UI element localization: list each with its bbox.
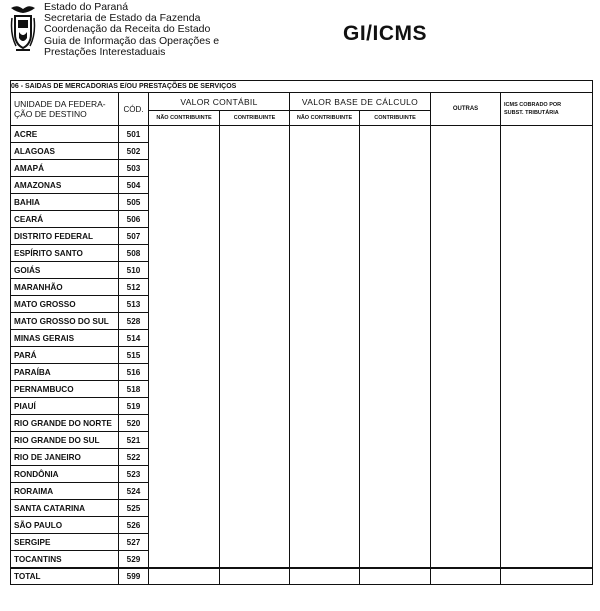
total-vc-contribuinte-cell[interactable] (220, 568, 290, 585)
vc-contribuinte-cell[interactable] (220, 126, 290, 143)
table-row (11, 449, 593, 466)
org-line: Coordenação da Receita do Estado (44, 23, 211, 36)
icms-st-cell[interactable] (501, 313, 593, 330)
vc-nao-contribuinte-cell[interactable] (149, 160, 220, 177)
vb-nao-contribuinte-cell[interactable] (290, 534, 360, 551)
vc-nao-contribuinte-cell[interactable] (149, 432, 220, 449)
state-name: RIO GRANDE DO NORTE (11, 415, 119, 432)
vb-contribuinte-cell[interactable] (360, 551, 431, 569)
form-title: GI/ICMS (343, 22, 428, 45)
vb-contribuinte-cell[interactable] (360, 228, 431, 245)
state-name: CEARÁ (11, 211, 119, 228)
state-code: 510 (119, 262, 149, 279)
outras-cell[interactable] (431, 415, 501, 432)
vb-nao-contribuinte-cell[interactable] (290, 466, 360, 483)
table-row (11, 415, 593, 432)
vb-nao-contribuinte-cell[interactable] (290, 126, 360, 143)
state-name: RORAIMA (11, 483, 119, 500)
vb-nao-contribuinte-cell[interactable] (290, 347, 360, 364)
outras-cell[interactable] (431, 296, 501, 313)
vc-nao-contribuinte-cell[interactable] (149, 126, 220, 143)
table-row (11, 432, 593, 449)
state-name: ALAGOAS (11, 143, 119, 160)
vc-contribuinte-cell[interactable] (220, 449, 290, 466)
outras-cell[interactable] (431, 177, 501, 194)
org-line: Prestações Interestaduais (44, 45, 166, 58)
outras-cell[interactable] (431, 500, 501, 517)
state-code: 528 (119, 313, 149, 330)
state-name: ESPÍRITO SANTO (11, 245, 119, 262)
state-code: 506 (119, 211, 149, 228)
icms-st-cell[interactable] (501, 279, 593, 296)
vc-contribuinte-cell[interactable] (220, 364, 290, 381)
state-name: PARAÍBA (11, 364, 119, 381)
vc-contribuinte-cell[interactable] (220, 347, 290, 364)
icms-st-cell[interactable] (501, 364, 593, 381)
outras-cell[interactable] (431, 347, 501, 364)
vc-contribuinte-cell[interactable] (220, 177, 290, 194)
table-row (11, 364, 593, 381)
vb-contribuinte-cell[interactable] (360, 466, 431, 483)
vb-contribuinte-cell[interactable] (360, 245, 431, 262)
icms-st-cell[interactable] (501, 126, 593, 143)
table-row (11, 551, 593, 569)
vc-contribuinte-cell[interactable] (220, 245, 290, 262)
state-code: 504 (119, 177, 149, 194)
outras-cell[interactable] (431, 279, 501, 296)
col-header-uf-label: UNIDADE DA FEDERA- ÇÃO DE DESTINO (14, 99, 106, 119)
state-code: 516 (119, 364, 149, 381)
state-code: 524 (119, 483, 149, 500)
vc-nao-contribuinte-cell[interactable] (149, 364, 220, 381)
vc-nao-contribuinte-cell[interactable] (149, 449, 220, 466)
state-name: PERNAMBUCO (11, 381, 119, 398)
vb-nao-contribuinte-cell[interactable] (290, 483, 360, 500)
outras-cell[interactable] (431, 330, 501, 347)
vb-nao-contribuinte-cell[interactable] (290, 415, 360, 432)
outgoing-operations-table (10, 80, 593, 585)
outras-cell[interactable] (431, 245, 501, 262)
total-vc-nao-contribuinte-cell[interactable] (149, 568, 220, 585)
vc-contribuinte-cell[interactable] (220, 143, 290, 160)
vc-nao-contribuinte-cell[interactable] (149, 534, 220, 551)
state-name: MATO GROSSO DO SUL (11, 313, 119, 330)
outras-cell[interactable] (431, 160, 501, 177)
vb-nao-contribuinte-cell[interactable] (290, 177, 360, 194)
vb-nao-contribuinte-cell[interactable] (290, 279, 360, 296)
state-name: AMAZONAS (11, 177, 119, 194)
table-row (11, 279, 593, 296)
section-title: 06 - SAIDAS DE MERCADORIAS E/OU PRESTAÇÕES DE SERVIÇOS (11, 81, 593, 93)
vb-nao-contribuinte-cell[interactable] (290, 160, 360, 177)
table-row (11, 500, 593, 517)
outras-cell[interactable] (431, 398, 501, 415)
col-header-vc-contribuinte: CONTRIBUINTE (220, 111, 290, 126)
table-row (11, 245, 593, 262)
vb-nao-contribuinte-cell[interactable] (290, 364, 360, 381)
icms-st-cell[interactable] (501, 483, 593, 500)
state-code: 519 (119, 398, 149, 415)
vc-nao-contribuinte-cell[interactable] (149, 313, 220, 330)
vc-nao-contribuinte-cell[interactable] (149, 177, 220, 194)
state-code: 522 (119, 449, 149, 466)
parana-coat-of-arms-icon (10, 4, 36, 60)
icms-st-cell[interactable] (501, 415, 593, 432)
table-row (11, 177, 593, 194)
org-line: Estado do Paraná (44, 1, 129, 13)
outras-cell[interactable] (431, 126, 501, 143)
vc-nao-contribuinte-cell[interactable] (149, 347, 220, 364)
total-section (11, 568, 593, 585)
state-name: MARANHÃO (11, 279, 119, 296)
total-row (11, 568, 593, 585)
vc-contribuinte-cell[interactable] (220, 466, 290, 483)
col-header-valor-contabil: VALOR CONTÁBIL (149, 93, 290, 111)
table-row (11, 228, 593, 245)
vc-nao-contribuinte-cell[interactable] (149, 279, 220, 296)
state-code: 502 (119, 143, 149, 160)
vb-nao-contribuinte-cell[interactable] (290, 398, 360, 415)
vc-contribuinte-cell[interactable] (220, 483, 290, 500)
outras-cell[interactable] (431, 313, 501, 330)
vb-contribuinte-cell[interactable] (360, 262, 431, 279)
vb-contribuinte-cell[interactable] (360, 415, 431, 432)
table-row (11, 143, 593, 160)
table-row (11, 194, 593, 211)
state-code: 525 (119, 500, 149, 517)
outras-cell[interactable] (431, 228, 501, 245)
vc-nao-contribuinte-cell[interactable] (149, 330, 220, 347)
vc-contribuinte-cell[interactable] (220, 194, 290, 211)
table-row (11, 347, 593, 364)
table-row (11, 398, 593, 415)
vb-nao-contribuinte-cell[interactable] (290, 500, 360, 517)
vb-contribuinte-cell[interactable] (360, 432, 431, 449)
state-code: 514 (119, 330, 149, 347)
vb-nao-contribuinte-cell[interactable] (290, 381, 360, 398)
vc-nao-contribuinte-cell[interactable] (149, 381, 220, 398)
outras-cell[interactable] (431, 211, 501, 228)
vb-contribuinte-cell[interactable] (360, 143, 431, 160)
outras-cell[interactable] (431, 262, 501, 279)
state-name: RIO DE JANEIRO (11, 449, 119, 466)
total-vb-nao-contribuinte-cell[interactable] (290, 568, 360, 585)
vc-contribuinte-cell[interactable] (220, 381, 290, 398)
col-header-icms-label: ICMS COBRADO POR SUBST. TRIBUTÁRIA (504, 102, 562, 116)
state-name: SÃO PAULO (11, 517, 119, 534)
vb-contribuinte-cell[interactable] (360, 279, 431, 296)
issuing-organization (44, 2, 219, 58)
vc-nao-contribuinte-cell[interactable] (149, 398, 220, 415)
icms-st-cell[interactable] (501, 228, 593, 245)
vc-contribuinte-cell[interactable] (220, 228, 290, 245)
org-line: Guia de Informação das Operações e (44, 34, 220, 47)
vc-contribuinte-cell[interactable] (220, 398, 290, 415)
outras-cell[interactable] (431, 517, 501, 534)
table-row (11, 330, 593, 347)
icms-st-cell[interactable] (501, 160, 593, 177)
icms-st-cell[interactable] (501, 449, 593, 466)
state-name: BAHIA (11, 194, 119, 211)
total-code: 599 (119, 568, 149, 585)
org-line: Secretaria de Estado da Fazenda (44, 12, 201, 25)
vc-nao-contribuinte-cell[interactable] (149, 245, 220, 262)
vb-contribuinte-cell[interactable] (360, 449, 431, 466)
table-row (11, 262, 593, 279)
vb-contribuinte-cell[interactable] (360, 364, 431, 381)
vc-contribuinte-cell[interactable] (220, 313, 290, 330)
state-code: 521 (119, 432, 149, 449)
state-code: 515 (119, 347, 149, 364)
total-outras-cell[interactable] (431, 568, 501, 585)
state-code: 512 (119, 279, 149, 296)
icms-st-cell[interactable] (501, 211, 593, 228)
vb-contribuinte-cell[interactable] (360, 313, 431, 330)
vc-contribuinte-cell[interactable] (220, 262, 290, 279)
outras-cell[interactable] (431, 194, 501, 211)
total-icms-st-cell[interactable] (501, 568, 593, 585)
col-header-vb-contribuinte: CONTRIBUINTE (360, 111, 431, 126)
vb-contribuinte-cell[interactable] (360, 500, 431, 517)
state-name: PARÁ (11, 347, 119, 364)
vb-contribuinte-cell[interactable] (360, 211, 431, 228)
vb-nao-contribuinte-cell[interactable] (290, 551, 360, 569)
icms-st-cell[interactable] (501, 534, 593, 551)
vc-nao-contribuinte-cell[interactable] (149, 500, 220, 517)
table-row (11, 483, 593, 500)
outras-cell[interactable] (431, 432, 501, 449)
table-row (11, 381, 593, 398)
vc-nao-contribuinte-cell[interactable] (149, 415, 220, 432)
icms-st-cell[interactable] (501, 330, 593, 347)
vb-nao-contribuinte-cell[interactable] (290, 143, 360, 160)
table-row (11, 534, 593, 551)
vb-contribuinte-cell[interactable] (360, 160, 431, 177)
vc-contribuinte-cell[interactable] (220, 279, 290, 296)
col-header-outras: OUTRAS (431, 93, 501, 126)
state-code: 508 (119, 245, 149, 262)
state-name: SANTA CATARINA (11, 500, 119, 517)
outras-cell[interactable] (431, 364, 501, 381)
vc-nao-contribuinte-cell[interactable] (149, 483, 220, 500)
icms-st-cell[interactable] (501, 381, 593, 398)
state-code: 523 (119, 466, 149, 483)
state-name: TOCANTINS (11, 551, 119, 569)
state-name: RONDÔNIA (11, 466, 119, 483)
vb-nao-contribuinte-cell[interactable] (290, 313, 360, 330)
vb-nao-contribuinte-cell[interactable] (290, 517, 360, 534)
table-row (11, 211, 593, 228)
vb-contribuinte-cell[interactable] (360, 330, 431, 347)
vc-contribuinte-cell[interactable] (220, 500, 290, 517)
vb-nao-contribuinte-cell[interactable] (290, 228, 360, 245)
vc-nao-contribuinte-cell[interactable] (149, 466, 220, 483)
state-code: 527 (119, 534, 149, 551)
icms-st-cell[interactable] (501, 245, 593, 262)
total-label: TOTAL (11, 568, 119, 585)
vc-contribuinte-cell[interactable] (220, 330, 290, 347)
table-row (11, 160, 593, 177)
outras-cell[interactable] (431, 381, 501, 398)
table-row (11, 126, 593, 143)
outras-cell[interactable] (431, 551, 501, 569)
vb-contribuinte-cell[interactable] (360, 347, 431, 364)
state-name: GOIÁS (11, 262, 119, 279)
vc-contribuinte-cell[interactable] (220, 415, 290, 432)
vc-nao-contribuinte-cell[interactable] (149, 296, 220, 313)
state-code: 505 (119, 194, 149, 211)
vc-nao-contribuinte-cell[interactable] (149, 517, 220, 534)
state-name: MINAS GERAIS (11, 330, 119, 347)
state-name: PIAUÍ (11, 398, 119, 415)
state-code: 507 (119, 228, 149, 245)
icms-st-cell[interactable] (501, 517, 593, 534)
vc-nao-contribuinte-cell[interactable] (149, 211, 220, 228)
vb-contribuinte-cell[interactable] (360, 194, 431, 211)
vb-contribuinte-cell[interactable] (360, 398, 431, 415)
col-header-vb-nao-contribuinte: NÃO CONTRIBUINTE (290, 111, 360, 126)
vb-contribuinte-cell[interactable] (360, 381, 431, 398)
vb-contribuinte-cell[interactable] (360, 177, 431, 194)
icms-st-cell[interactable] (501, 194, 593, 211)
vc-contribuinte-cell[interactable] (220, 432, 290, 449)
vc-contribuinte-cell[interactable] (220, 534, 290, 551)
vc-nao-contribuinte-cell[interactable] (149, 262, 220, 279)
icms-st-cell[interactable] (501, 500, 593, 517)
outras-cell[interactable] (431, 449, 501, 466)
table-row (11, 296, 593, 313)
icms-st-cell[interactable] (501, 262, 593, 279)
icms-st-cell[interactable] (501, 143, 593, 160)
vc-contribuinte-cell[interactable] (220, 211, 290, 228)
vb-nao-contribuinte-cell[interactable] (290, 449, 360, 466)
vb-nao-contribuinte-cell[interactable] (290, 296, 360, 313)
icms-st-cell[interactable] (501, 347, 593, 364)
col-header-cod: CÓD. (119, 93, 149, 126)
state-code: 513 (119, 296, 149, 313)
table-row (11, 517, 593, 534)
table-row (11, 466, 593, 483)
form-header (8, 0, 592, 76)
col-header-vc-nao-contribuinte: NÃO CONTRIBUINTE (149, 111, 220, 126)
icms-st-cell[interactable] (501, 432, 593, 449)
col-header-uf (11, 93, 119, 126)
icms-st-cell[interactable] (501, 177, 593, 194)
col-header-icms-st (501, 93, 593, 126)
outras-cell[interactable] (431, 143, 501, 160)
state-code: 503 (119, 160, 149, 177)
state-rows (11, 126, 593, 569)
vc-contribuinte-cell[interactable] (220, 551, 290, 569)
icms-st-cell[interactable] (501, 398, 593, 415)
vc-nao-contribuinte-cell[interactable] (149, 194, 220, 211)
state-code: 520 (119, 415, 149, 432)
state-code: 529 (119, 551, 149, 569)
vb-nao-contribuinte-cell[interactable] (290, 262, 360, 279)
outras-cell[interactable] (431, 534, 501, 551)
icms-st-cell[interactable] (501, 551, 593, 569)
vb-nao-contribuinte-cell[interactable] (290, 245, 360, 262)
vb-nao-contribuinte-cell[interactable] (290, 330, 360, 347)
outras-cell[interactable] (431, 483, 501, 500)
vb-contribuinte-cell[interactable] (360, 517, 431, 534)
state-name: MATO GROSSO (11, 296, 119, 313)
icms-st-cell[interactable] (501, 296, 593, 313)
vb-nao-contribuinte-cell[interactable] (290, 432, 360, 449)
vb-contribuinte-cell[interactable] (360, 534, 431, 551)
state-name: RIO GRANDE DO SUL (11, 432, 119, 449)
state-code: 501 (119, 126, 149, 143)
vb-contribuinte-cell[interactable] (360, 126, 431, 143)
state-name: AMAPÁ (11, 160, 119, 177)
state-name: ACRE (11, 126, 119, 143)
vc-nao-contribuinte-cell[interactable] (149, 143, 220, 160)
state-name: SERGIPE (11, 534, 119, 551)
state-code: 518 (119, 381, 149, 398)
outras-cell[interactable] (431, 466, 501, 483)
vb-nao-contribuinte-cell[interactable] (290, 194, 360, 211)
state-name: DISTRITO FEDERAL (11, 228, 119, 245)
vc-contribuinte-cell[interactable] (220, 160, 290, 177)
vb-contribuinte-cell[interactable] (360, 483, 431, 500)
table-row (11, 313, 593, 330)
vb-nao-contribuinte-cell[interactable] (290, 211, 360, 228)
state-code: 526 (119, 517, 149, 534)
vc-nao-contribuinte-cell[interactable] (149, 228, 220, 245)
icms-st-cell[interactable] (501, 466, 593, 483)
vb-contribuinte-cell[interactable] (360, 296, 431, 313)
col-header-valor-base: VALOR BASE DE CÁLCULO (290, 93, 431, 111)
vc-contribuinte-cell[interactable] (220, 517, 290, 534)
vc-contribuinte-cell[interactable] (220, 296, 290, 313)
total-vb-contribuinte-cell[interactable] (360, 568, 431, 585)
vc-nao-contribuinte-cell[interactable] (149, 551, 220, 569)
